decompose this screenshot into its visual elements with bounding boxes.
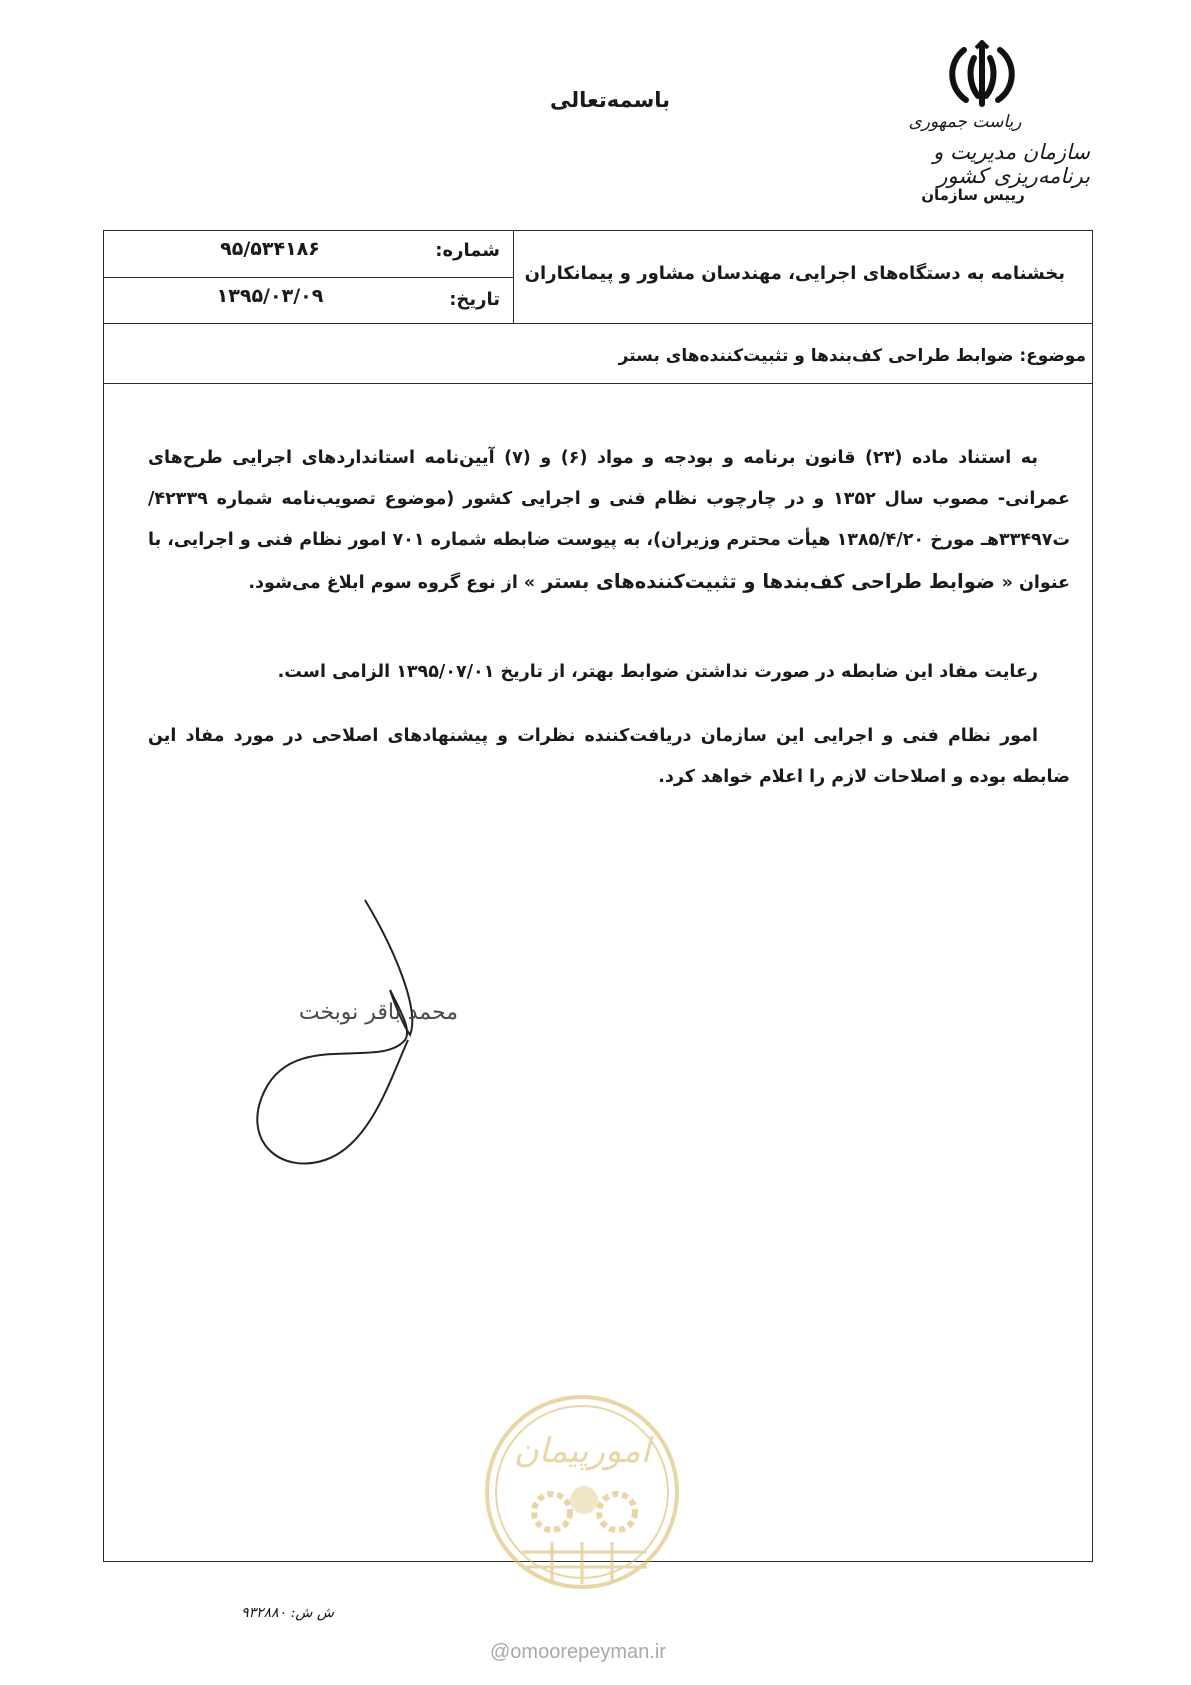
- paragraph-2: [148, 652, 1070, 693]
- org-head-title: رییس سازمان: [921, 186, 1025, 204]
- number-value: ۹۵/۵۳۴۱۸۶: [220, 238, 320, 260]
- invocation-heading: باسمه‌تعالی: [550, 88, 670, 112]
- signatory-name: محمد باقر نوبخت: [298, 1000, 458, 1025]
- recipients: بخشنامه به دستگاه‌های اجرایی، مهندسان مشاور و پیمانکاران: [524, 263, 1065, 284]
- p3-text: امور نظام فنی و اجرایی این سازمان دریافت‌کننده نظرات و پیشنهادهای اصلاحی در مورد مفاد این ضابطه بوده و اصلاحات لازم را اعلام خواهد کرد.: [148, 726, 1070, 787]
- p1-emphasis: ضوابط طراحی کف‌بندها و تثبیت‌کننده‌های بستر: [535, 570, 1002, 593]
- meta-divider: [513, 230, 514, 324]
- p1-part1: به استناد ماده (۲۳) قانون برنامه و بودجه و مواد (۶) و (۷) آیین‌نامه استانداردهای اجرایی طرح‌های عمرانی- مصوب سال ۱۳۵۲ و در چارچوب نظام فنی و اجرایی کشور (موضوع تصویب‌نامه شماره ۴۲۳۳۹/ت۳۳۴۹۷هـ مورخ ۱۳۸۵/۴/۲۰ هیأت محترم وزیران)، به پیوست ضابطه شماره ۷۰۱ امور نظام فنی و اجرایی، با عنوان «: [148, 448, 1071, 593]
- serial-number: ش ش: ۹۳۲۸۸۰: [241, 1605, 334, 1621]
- subject-line: [300, 346, 1086, 366]
- org-presidency: ریاست جمهوری: [908, 112, 1022, 132]
- p2-text: رعایت مفاد این ضابطه در صورت نداشتن ضوابط بهتر، از تاریخ ۱۳۹۵/۰۷/۰۱ الزامی است.: [277, 662, 1038, 682]
- subject-divider: [103, 383, 1093, 384]
- watermark-logo: [482, 1392, 687, 1592]
- p1-part2: » از نوع گروه سوم ابلاغ می‌شود.: [248, 573, 536, 593]
- subject-text: ضوابط طراحی کف‌بندها و تثبیت‌کننده‌های بستر: [618, 346, 1014, 366]
- iran-emblem-icon: [942, 40, 1022, 110]
- watermark-text: امورپیمان: [513, 1431, 651, 1471]
- watermark-url: @omoorepeyman.ir: [490, 1641, 666, 1663]
- date-label: تاریخ:: [449, 289, 500, 310]
- paragraph-3: [148, 716, 1070, 798]
- org-name: سازمان مدیریت و برنامه‌ریزی کشور: [933, 140, 1090, 188]
- subject-label: موضوع:: [1019, 346, 1086, 366]
- header-divider: [103, 323, 1093, 324]
- paragraph-1: [148, 438, 1070, 604]
- meta-row-divider: [103, 277, 513, 278]
- number-label: شماره:: [435, 240, 500, 261]
- signature-stroke: [240, 890, 470, 1170]
- date-value: ۱۳۹۵/۰۳/۰۹: [216, 285, 324, 307]
